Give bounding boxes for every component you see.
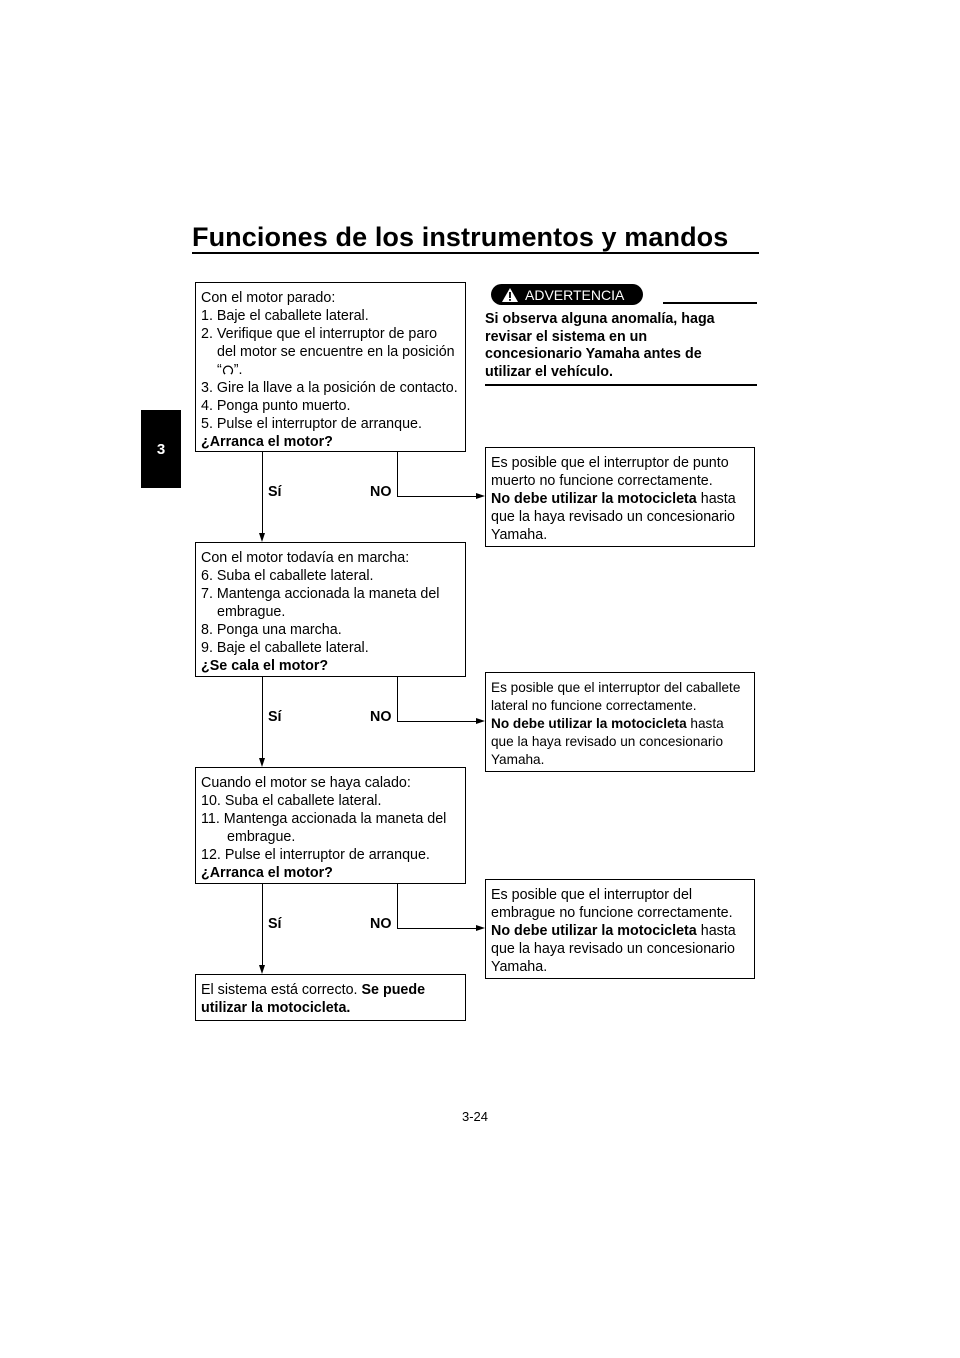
- outcome1-rest: hasta: [696, 491, 736, 507]
- step1-item: 2. Verifique que el interruptor de paro: [201, 326, 438, 342]
- step3-intro: Cuando el motor se haya calado:: [201, 775, 411, 791]
- outcome3-warning-line: [491, 922, 750, 940]
- warning-badge: [491, 284, 643, 305]
- outcome3-line: Yamaha.: [491, 959, 548, 975]
- warning-text: [485, 311, 757, 381]
- step1-item: 4. Ponga punto muerto.: [201, 398, 351, 414]
- step2-intro: Con el motor todavía en marcha:: [201, 550, 410, 566]
- warning-top-rule: [663, 302, 757, 304]
- outcome2-line: lateral no funcione correctamente.: [491, 698, 697, 713]
- final-box: [195, 974, 466, 1021]
- outcome1-box: [485, 447, 755, 547]
- arrow-right-icon: [476, 718, 485, 724]
- quote-open: “: [217, 362, 222, 378]
- arrow-right-icon: [476, 493, 485, 499]
- step1-box: [195, 282, 466, 452]
- warning-line: Si observa alguna anomalía, haga: [485, 311, 715, 327]
- arrow-down-icon: [259, 533, 265, 542]
- outcome2-rest: hasta: [686, 716, 724, 731]
- no-label: NO: [370, 709, 392, 725]
- final-line-1: [201, 981, 461, 999]
- outcome3-line: que la haya revisado un concesionario: [491, 941, 736, 957]
- outcome1-bold: No debe utilizar la motocicleta: [491, 491, 697, 507]
- page-title: Funciones de los instrumentos y mandos: [192, 222, 729, 252]
- outcome1-line: muerto no funcione correctamente.: [491, 473, 713, 489]
- step3-item: 10. Suba el caballete lateral.: [201, 793, 382, 809]
- step2-item: embrague.: [217, 604, 286, 620]
- no-connector-3-h: [397, 928, 476, 929]
- final-text: El sistema está correcto.: [201, 982, 362, 998]
- step3-question: ¿Arranca el motor?: [201, 865, 333, 881]
- step1-item: 3. Gire la llave a la posición de contacto.: [201, 380, 458, 396]
- step1-item: 5. Pulse el interruptor de arranque.: [201, 416, 422, 432]
- outcome3-bold: No debe utilizar la motocicleta: [491, 923, 697, 939]
- outcome2-line: Es posible que el interruptor del caballete: [491, 680, 741, 695]
- title-rule: [192, 252, 759, 254]
- step2-item: 6. Suba el caballete lateral.: [201, 568, 374, 584]
- no-connector-2: [397, 677, 398, 721]
- warning-icon: [501, 287, 519, 303]
- step1-question: ¿Arranca el motor?: [201, 434, 333, 450]
- arrow-right-icon: [476, 925, 485, 931]
- no-label: NO: [370, 484, 392, 500]
- outcome1-warning-line: [491, 490, 750, 508]
- yes-connector-3: [262, 884, 263, 966]
- warning-bottom-rule: [485, 384, 757, 386]
- no-label: NO: [370, 916, 392, 932]
- quote-close: ”.: [233, 362, 243, 378]
- step1-item: 1. Baje el caballete lateral.: [201, 308, 369, 324]
- step1-intro: Con el motor parado:: [201, 290, 336, 306]
- outcome3-rest: hasta: [696, 923, 736, 939]
- step2-question: ¿Se cala el motor?: [201, 658, 329, 674]
- outcome2-bold: No debe utilizar la motocicleta: [491, 716, 687, 731]
- no-connector-1-h: [397, 496, 476, 497]
- step2-item: 9. Baje el caballete lateral.: [201, 640, 369, 656]
- step3-box: [195, 767, 466, 884]
- yes-label: Sí: [268, 484, 282, 500]
- yes-label: Sí: [268, 916, 282, 932]
- no-connector-1: [397, 452, 398, 496]
- outcome2-line: Yamaha.: [491, 752, 545, 767]
- step1-symbol-line: [201, 361, 461, 379]
- outcome3-line: embrague no funcione correctamente.: [491, 905, 733, 921]
- outcome1-line: Es posible que el interruptor de punto: [491, 455, 729, 471]
- page-number: 3-24: [462, 1109, 489, 1124]
- step1-item: del motor se encuentre en la posición: [217, 344, 455, 360]
- warning-line: concesionario Yamaha antes de: [485, 346, 702, 362]
- outcome2-line: que la haya revisado un concesionario: [491, 734, 724, 749]
- warning-label: ADVERTENCIA: [525, 286, 625, 303]
- warning-line: utilizar el vehículo.: [485, 363, 613, 380]
- arrow-down-icon: [259, 965, 265, 974]
- step2-item: 8. Ponga una marcha.: [201, 622, 342, 638]
- outcome1-line: que la haya revisado un concesionario: [491, 509, 736, 525]
- outcome1-line: Yamaha.: [491, 527, 548, 543]
- yes-label: Sí: [268, 709, 282, 725]
- step3-item: embrague.: [227, 829, 296, 845]
- yes-connector-1: [262, 452, 263, 534]
- outcome2-warning-line: [491, 715, 750, 733]
- outcome3-line: Es posible que el interruptor del: [491, 887, 693, 903]
- step3-item: 11. Mantenga accionada la maneta del: [201, 811, 447, 827]
- yes-connector-2: [262, 677, 263, 759]
- warning-line: revisar el sistema en un: [485, 328, 648, 345]
- arrow-down-icon: [259, 758, 265, 767]
- outcome3-box: [485, 879, 755, 979]
- final-bold-1: Se puede: [361, 982, 426, 998]
- engine-run-icon: [222, 363, 234, 375]
- final-bold-2: utilizar la motocicleta.: [201, 1000, 351, 1016]
- outcome2-box: [485, 672, 755, 772]
- no-connector-3: [397, 884, 398, 928]
- step2-item: 7. Mantenga accionada la maneta del: [201, 586, 440, 602]
- chapter-tab: 3: [141, 410, 181, 488]
- step3-item: 12. Pulse el interruptor de arranque.: [201, 847, 430, 863]
- no-connector-2-h: [397, 721, 476, 722]
- step2-box: [195, 542, 466, 677]
